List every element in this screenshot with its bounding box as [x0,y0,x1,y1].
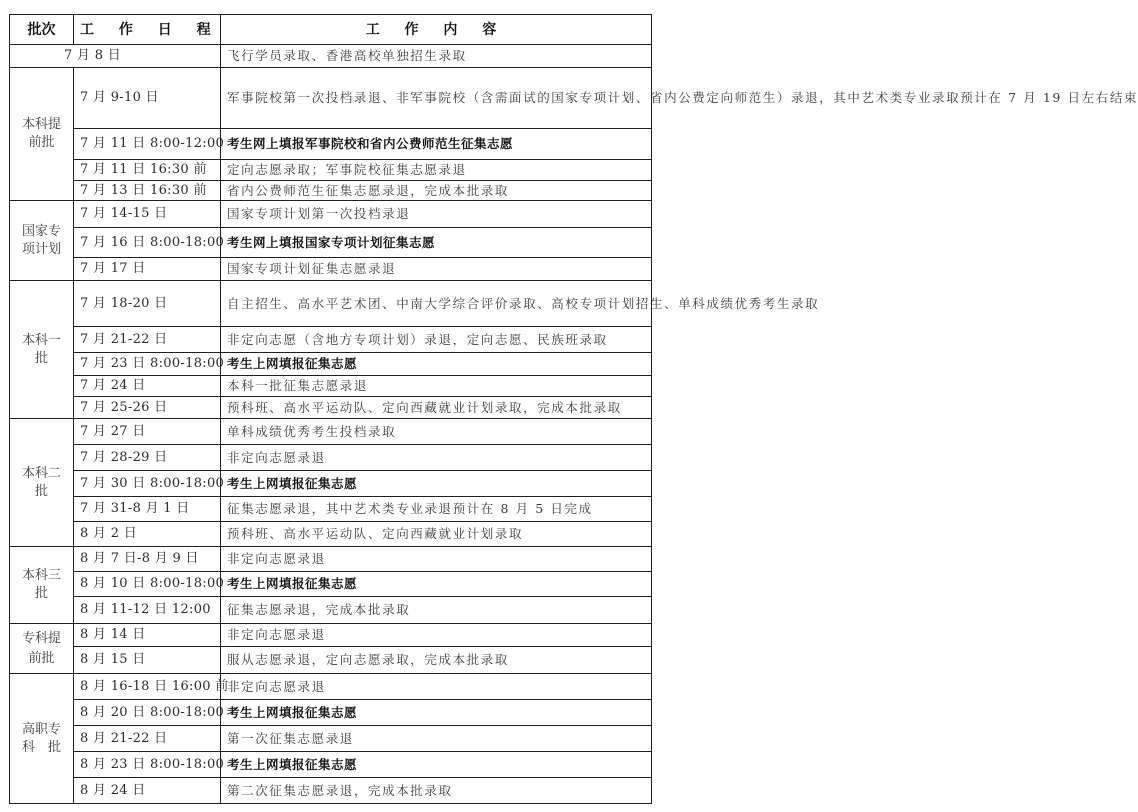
table-row [10,700,652,726]
header-row [10,15,652,45]
content-cell: 本科一批征集志愿录退 [221,376,652,397]
date-cell: 7 月 27 日 [74,419,221,445]
header-batch: 批次 [10,15,74,45]
admission-schedule-table [9,14,1138,804]
batch-label-line: 科 批 [21,739,61,755]
content-cell: 定向志愿录取；军事院校征集志愿录退 [221,160,652,181]
date-cell: 8 月 21-22 日 [74,726,221,752]
table-row [10,181,652,201]
table-row [10,726,652,752]
batch-cell-undergrad-third [10,547,74,624]
content-cell: 非定向志愿录退 [221,674,652,700]
date-cell: 8 月 15 日 [74,647,221,674]
batch-cell-undergrad-second [10,419,74,547]
content-cell: 非定向志愿（含地方专项计划）录退，定向志愿、民族班录取 [221,327,652,353]
date-cell: 8 月 7 日-8 月 9 日 [74,547,221,572]
date-cell: 7 月 31-8 月 1 日 [74,497,221,522]
table-row [10,353,652,376]
content-cell: 考生上网填报征集志愿 [221,353,652,376]
batch-label-line: 本科三 [21,568,61,583]
table-row [10,497,652,522]
content-cell: 国家专项计划征集志愿录退 [221,258,652,281]
table-row [10,674,652,700]
date-cell: 7 月 13 日 16:30 前 [74,181,221,201]
content-cell: 军事院校第一次投档录退、非军事院校（含需面试的国家专项计划、省内公费定向师范生）录退，其中艺术类专业录取预计在 7 月 19 日左右结束 [221,68,652,129]
batch-cell-higher-vocational [10,674,74,804]
date-cell: 7 月 25-26 日 [74,397,221,419]
table-row [10,624,652,647]
date-cell: 7 月 18-20 日 [74,281,221,327]
content-cell: 飞行学员录取、香港高校单独招生录取 [221,45,652,68]
date-cell: 7 月 24 日 [74,376,221,397]
content-cell: 国家专项计划第一次投档录退 [221,201,652,228]
date-cell: 8 月 11-12 日 12:00 [74,597,221,624]
table-row [10,752,652,778]
table-row [10,419,652,445]
batch-cell-vocational-early [10,624,74,674]
date-cell: 8 月 2 日 [74,522,221,547]
table-row [10,258,652,281]
content-cell: 单科成绩优秀考生投档录取 [221,419,652,445]
content-cell: 非定向志愿录退 [221,547,652,572]
batch-label-line: 前批 [28,135,55,150]
content-cell: 考生上网填报征集志愿 [221,700,652,726]
table-row [10,647,652,674]
table-row [10,522,652,547]
batch-label-line: 前批 [28,650,55,666]
batch-cell-undergrad-early [10,68,74,201]
content-cell: 服从志愿录退，定向志愿录取，完成本批录取 [221,647,652,674]
date-cell: 8 月 10 日 8:00-18:00 [74,572,221,597]
table-row [10,778,652,804]
content-cell: 预科班、高水平运动队、定向西藏就业计划录取 [221,522,652,547]
batch-label-line: 项计划 [21,241,61,257]
content-cell: 第二次征集志愿录退，完成本批录取 [221,778,652,804]
content-cell: 征集志愿录退，完成本批录取 [221,597,652,624]
date-cell: 8 月 14 日 [74,624,221,647]
date-cell: 7 月 16 日 8:00-18:00 [74,228,221,258]
batch-label-line: 本科提 [21,117,61,132]
content-cell: 考生网上填报军事院校和省内公费师范生征集志愿 [221,129,652,160]
content-cell: 预科班、高水平运动队、定向西藏就业计划录取，完成本批录取 [221,397,652,419]
content-cell: 非定向志愿录退 [221,445,652,471]
date-cell: 7 月 23 日 8:00-18:00 [74,353,221,376]
table-row [10,376,652,397]
date-cell: 8 月 24 日 [74,778,221,804]
content-cell: 考生上网填报征集志愿 [221,471,652,497]
table-row [10,597,652,624]
content-cell: 非定向志愿录退 [221,624,652,647]
table-row [10,160,652,181]
table-row [10,445,652,471]
batch-label-line: 国家专 [21,223,61,239]
date-cell: 7 月 14-15 日 [74,201,221,228]
batch-label-line: 批 [34,483,48,499]
batch-label-line: 本科二 [21,465,61,481]
date-cell: 7 月 30 日 8:00-18:00 [74,471,221,497]
batch-label-line: 专科提 [21,630,61,646]
table-row [10,572,652,597]
table-row [10,397,652,419]
table-row [10,471,652,497]
content-cell: 征集志愿录退，其中艺术类专业录退预计在 8 月 5 日完成 [221,497,652,522]
table-row [10,45,652,68]
content-cell: 省内公费师范生征集志愿录退，完成本批录取 [221,181,652,201]
table-row [10,281,652,327]
date-cell: 7 月 11 日 8:00-12:00 [74,129,221,160]
batch-cell-national-special [10,201,74,281]
batch-label-line: 本科一 [21,332,61,348]
table-row [10,228,652,258]
date-cell: 8 月 16-18 日 16:00 前 [74,674,221,700]
content-cell: 考生上网填报征集志愿 [221,572,652,597]
date-cell: 7 月 21-22 日 [74,327,221,353]
content-cell: 考生上网填报征集志愿 [221,752,652,778]
date-cell: 7 月 9-10 日 [74,68,221,129]
table-row [10,129,652,160]
date-cell: 7 月 28-29 日 [74,445,221,471]
date-cell: 7 月 17 日 [74,258,221,281]
header-content: 工 作 内 容 [221,15,652,45]
table-row [10,327,652,353]
table-row [10,547,652,572]
content-cell: 自主招生、高水平艺术团、中南大学综合评价录取、高校专项计划招生、单科成绩优秀考生录取 [221,281,652,327]
date-cell: 7 月 8 日 [10,45,221,68]
batch-label-line: 批 [34,350,48,366]
date-cell: 8 月 20 日 8:00-18:00 [74,700,221,726]
content-cell: 第一次征集志愿录退 [221,726,652,752]
batch-label-line: 批 [34,586,48,601]
table-row [10,68,652,129]
header-date: 工 作 日 程 [74,15,221,45]
batch-cell-undergrad-first [10,281,74,419]
date-cell: 8 月 23 日 8:00-18:00 [74,752,221,778]
content-cell: 考生网上填报国家专项计划征集志愿 [221,228,652,258]
table-row [10,201,652,228]
date-cell: 7 月 11 日 16:30 前 [74,160,221,181]
batch-label-line: 高职专 [21,721,61,737]
